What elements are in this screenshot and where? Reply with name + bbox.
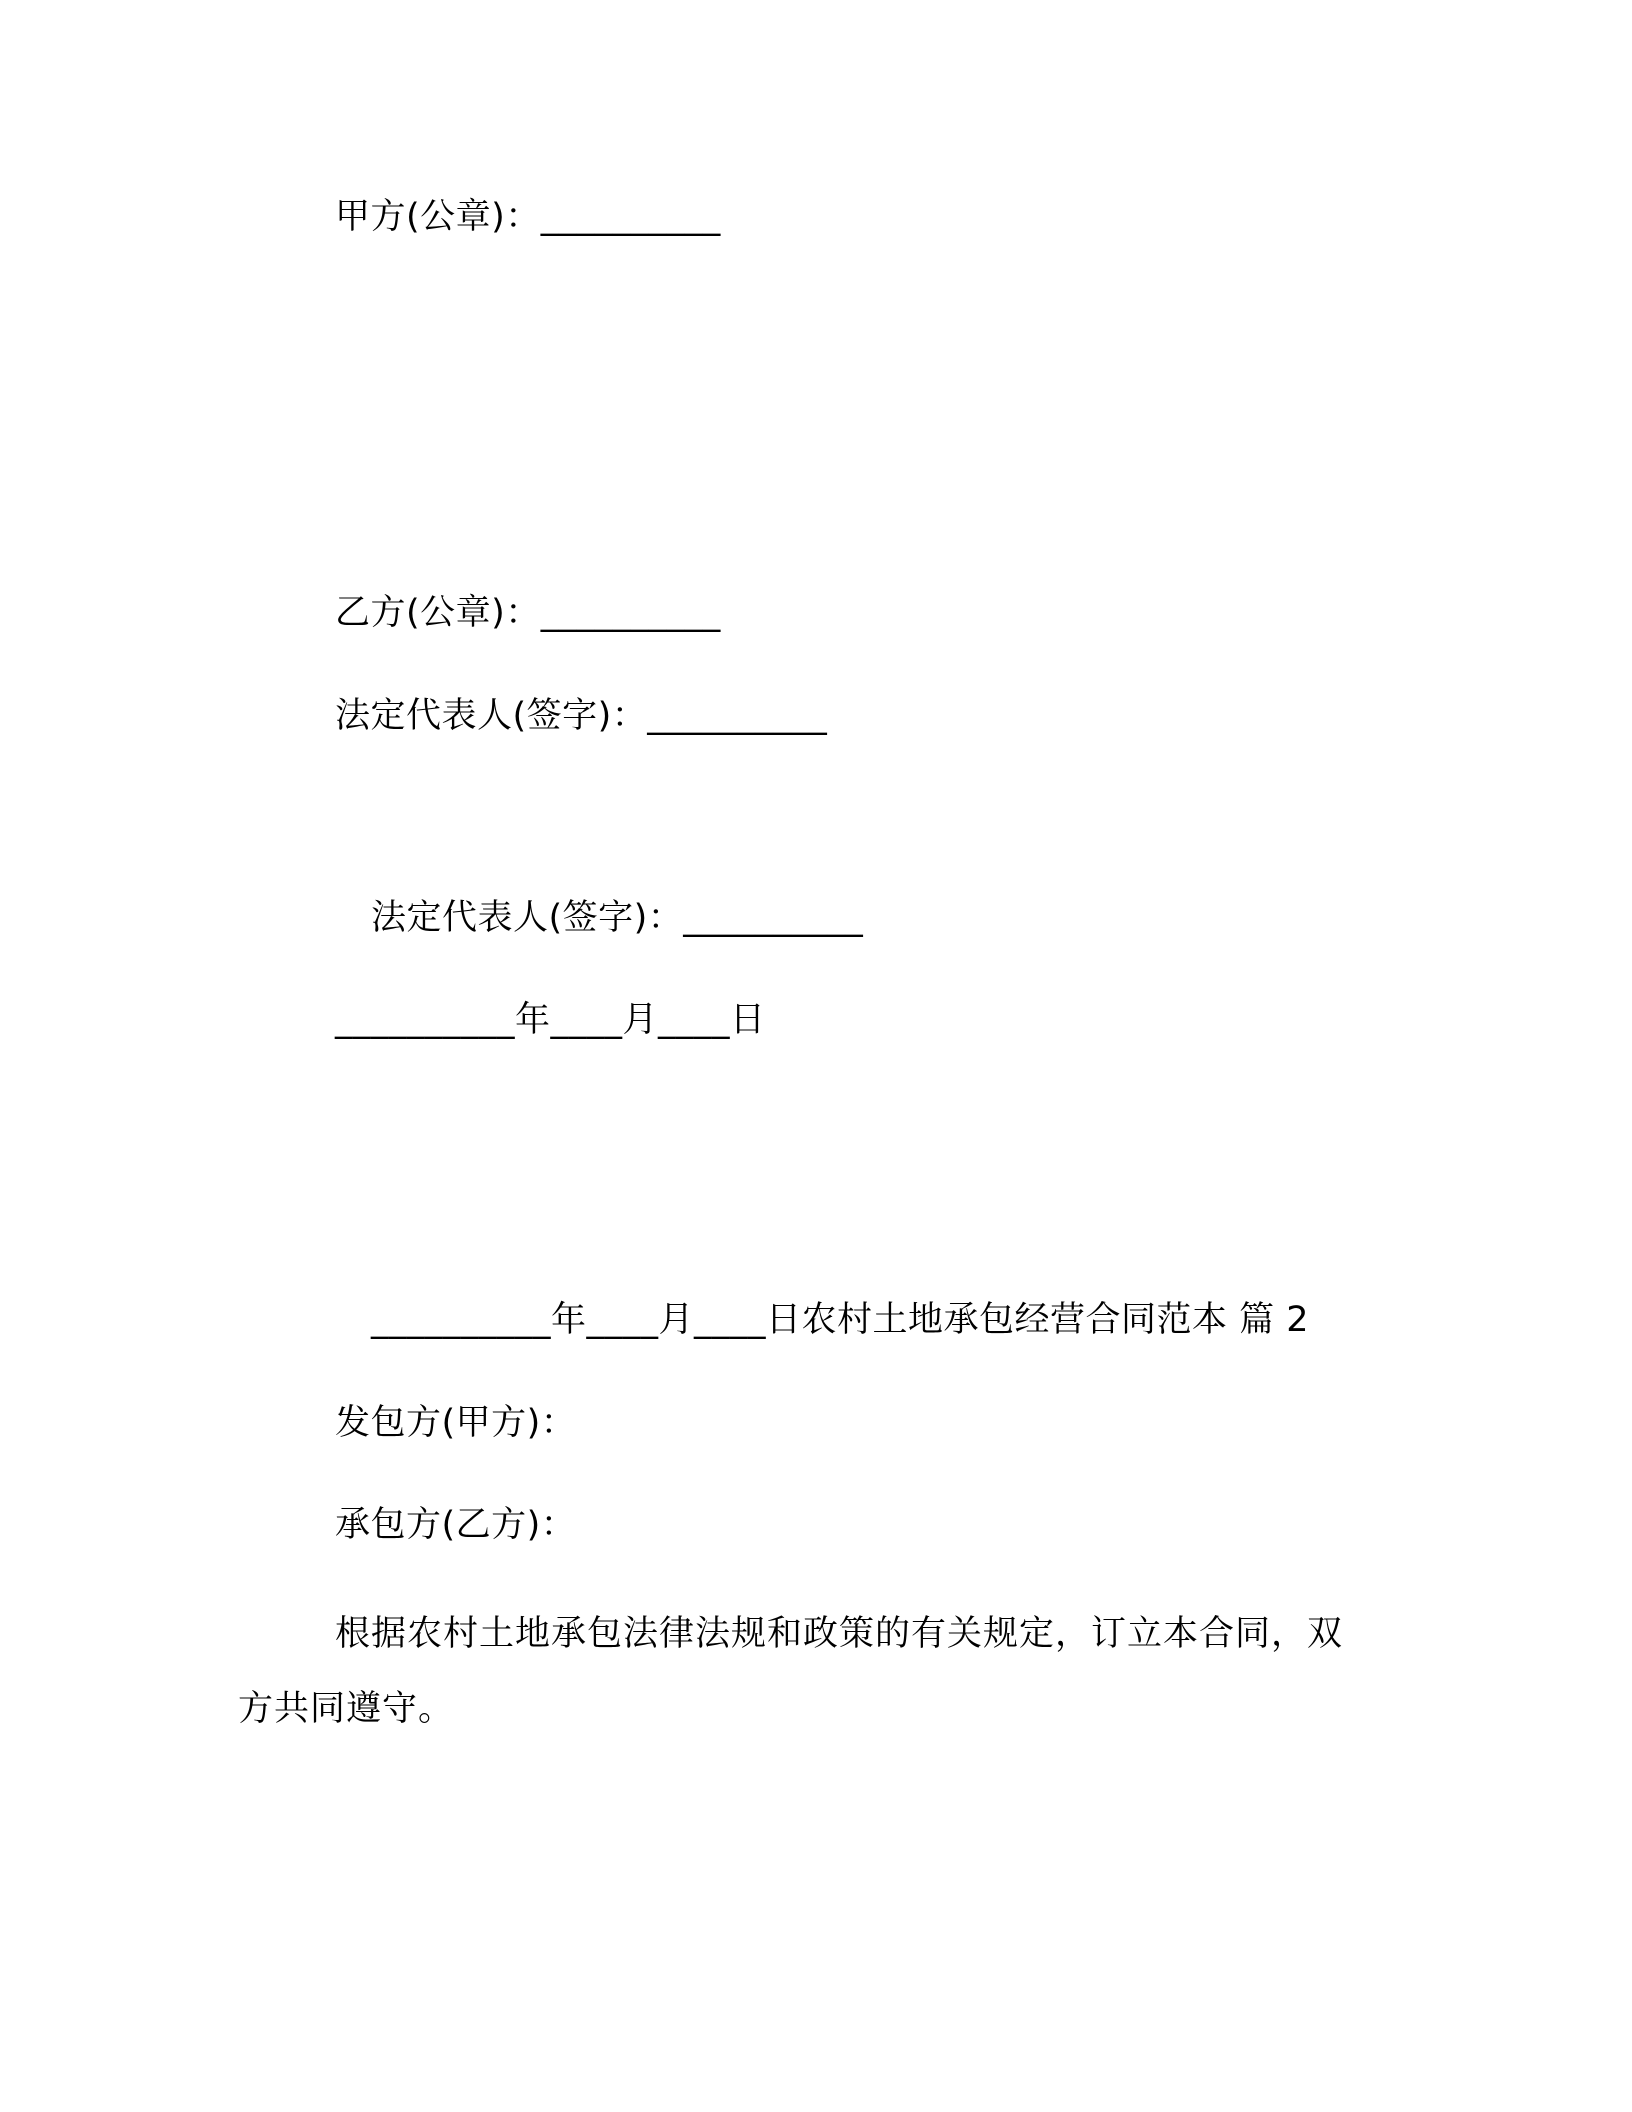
section-title: __________年____月____日农村土地承包经营合同范本 篇 2	[371, 1300, 1310, 1340]
party-a-seal-line: 甲方(公章)：__________	[335, 197, 721, 237]
intro-paragraph: 根据农村土地承包法律法规和政策的有关规定，订立本合同，双方共同遵守。	[238, 1614, 1344, 1729]
date-line: __________年____月____日	[335, 1000, 766, 1040]
contractor-party-line: 承包方(乙方)：	[335, 1505, 577, 1545]
issuer-party-line: 发包方(甲方)：	[335, 1403, 577, 1443]
party-b-seal-line: 乙方(公章)：__________	[335, 593, 721, 633]
legal-representative-line: 法定代表人(签字)：__________	[335, 696, 828, 736]
legal-representative-line-2: 法定代表人(签字)：__________	[371, 898, 864, 938]
